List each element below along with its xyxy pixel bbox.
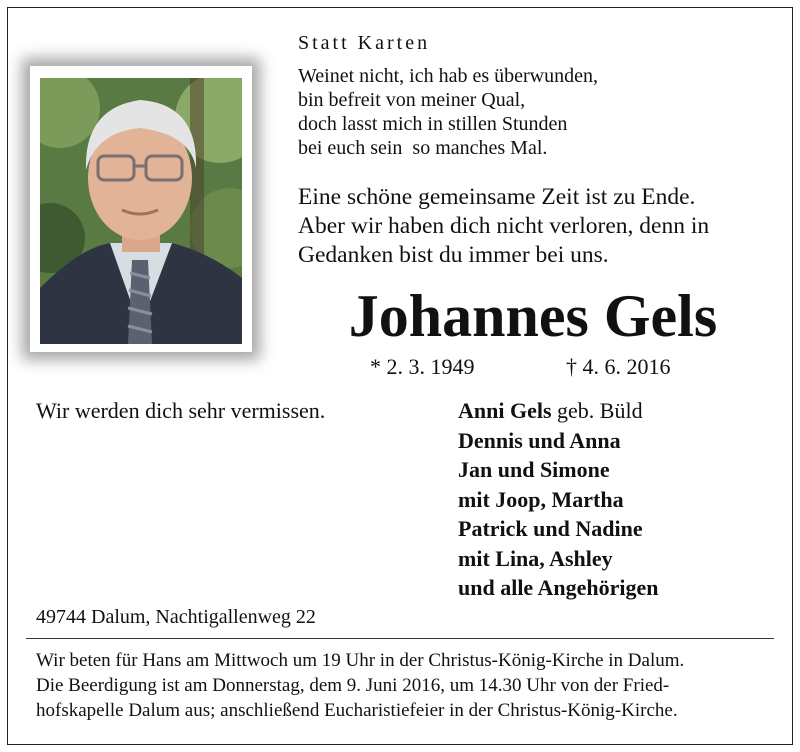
family-line: Patrick und Nadine	[458, 516, 643, 541]
family-first-name: Anni Gels	[458, 398, 552, 423]
quote-line: Gedanken bist du immer bei uns.	[298, 242, 609, 268]
family-line: mit Lina, Ashley	[458, 545, 613, 571]
notice-line: Die Beerdigung ist am Donnerstag, dem 9. Juni 2016, um 14.30 Uhr von der Fried-	[36, 675, 670, 696]
quote-line: Aber wir haben dich nicht verloren, denn in	[298, 213, 710, 239]
family-list	[458, 396, 658, 603]
quote	[298, 183, 709, 270]
family-line: und alle Angehörigen	[458, 575, 659, 600]
quote-line: Eine schöne gemeinsame Zeit ist zu Ende.	[298, 184, 696, 210]
notice-line: hofskapelle Dalum aus; anschließend Eucharistiefeier in der Christus-König-Kirche.	[36, 700, 678, 721]
poem	[298, 64, 598, 160]
family-line	[458, 396, 658, 426]
address: 49744 Dalum, Nachtigallenweg 22	[36, 606, 316, 628]
portrait-photo	[40, 78, 242, 344]
family-line: Dennis und Anna	[458, 427, 621, 453]
divider	[26, 638, 774, 639]
family-first-name-suffix: geb. Büld	[551, 398, 643, 423]
birth-date: * 2. 3. 1949	[370, 354, 475, 379]
portrait-illustration	[40, 78, 242, 344]
funeral-notice	[36, 648, 766, 723]
death-date: † 4. 6. 2016	[566, 354, 671, 379]
notice-line: Wir beten für Hans am Mittwoch um 19 Uhr in der Christus-König-Kirche in Dalum.	[36, 650, 685, 671]
poem-line: bei euch sein so manches Mal.	[298, 137, 548, 159]
family-line: Jan und Simone	[458, 457, 610, 482]
poem-line: doch lasst mich in stillen Stunden	[298, 113, 568, 135]
statt-karten-label: Statt Karten	[298, 32, 431, 54]
poem-line: Weinet nicht, ich hab es überwunden,	[298, 65, 598, 87]
deceased-name: Johannes Gels	[348, 283, 718, 349]
family-line: mit Joop, Martha	[458, 486, 624, 512]
poem-line: bin befreit von meiner Qual,	[298, 89, 526, 111]
farewell-text: Wir werden dich sehr vermissen.	[36, 398, 326, 423]
